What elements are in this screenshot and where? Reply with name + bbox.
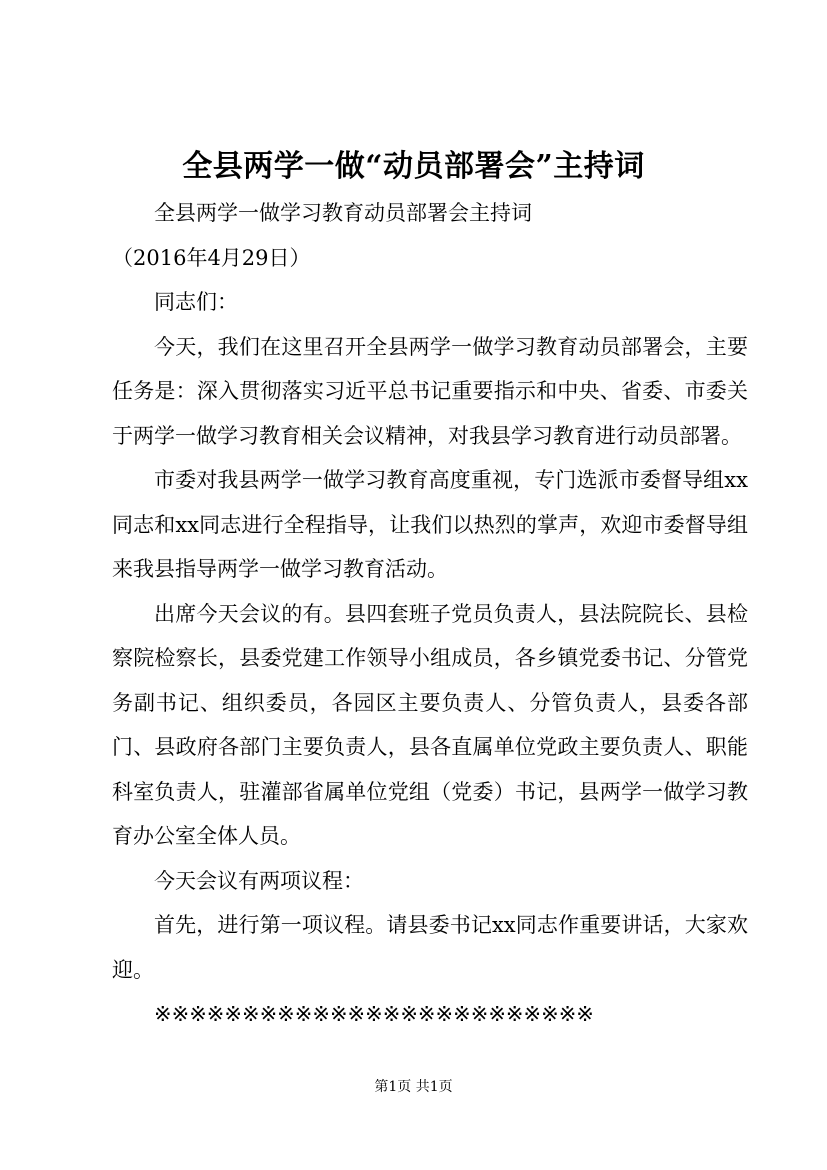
body-paragraph: 出席今天会议的有。县四套班子党员负责人，县法院院长、县检察院检察长，县委党建工作领导小组成员，各乡镇党委书记、分管党务副书记、组织委员，各园区主要负责人、分管负责人，县委各部门、县政府各部门主要负责人，县各直属单位党政主要负责人、职能科室负责人，驻灌部省属单位党组（党委）书记，县两学一做学习教育办公室全体人员。 (112, 601, 748, 848)
document-body (112, 191, 748, 1037)
agenda-item-paragraph: 首先，进行第一项议程。请县委书记xx同志作重要讲话，大家欢迎。 (112, 913, 748, 982)
section-divider: ※※※※※※※※※※※※※※※※※※※※※※※※※ (154, 1002, 594, 1026)
agenda-paragraph: 今天会议有两项议程： (154, 868, 364, 893)
subtitle-paragraph: 全县两学一做学习教育动员部署会主持词 (154, 201, 532, 225)
body-paragraph: 今天，我们在这里召开全县两学一做学习教育动员部署会，主要任务是：深入贯彻落实习近平总书记重要指示和中央、省委、市委关于两学一做学习教育相关会议精神，对我县学习教育进行动员部署。 (112, 334, 748, 448)
page-footer: 第1页 共1页 (374, 1079, 453, 1095)
document-title: 全县两学一做“动员部署会”主持词 (182, 149, 645, 184)
salutation-paragraph: 同志们： (154, 290, 238, 314)
date-paragraph: （2016年4月29日） (112, 245, 311, 270)
body-paragraph: 市委对我县两学一做学习教育高度重视，专门选派市委督导组xx同志和xx同志进行全程指导，让我们以热烈的掌声，欢迎市委督导组来我县指导两学一做学习教育活动。 (112, 468, 748, 581)
